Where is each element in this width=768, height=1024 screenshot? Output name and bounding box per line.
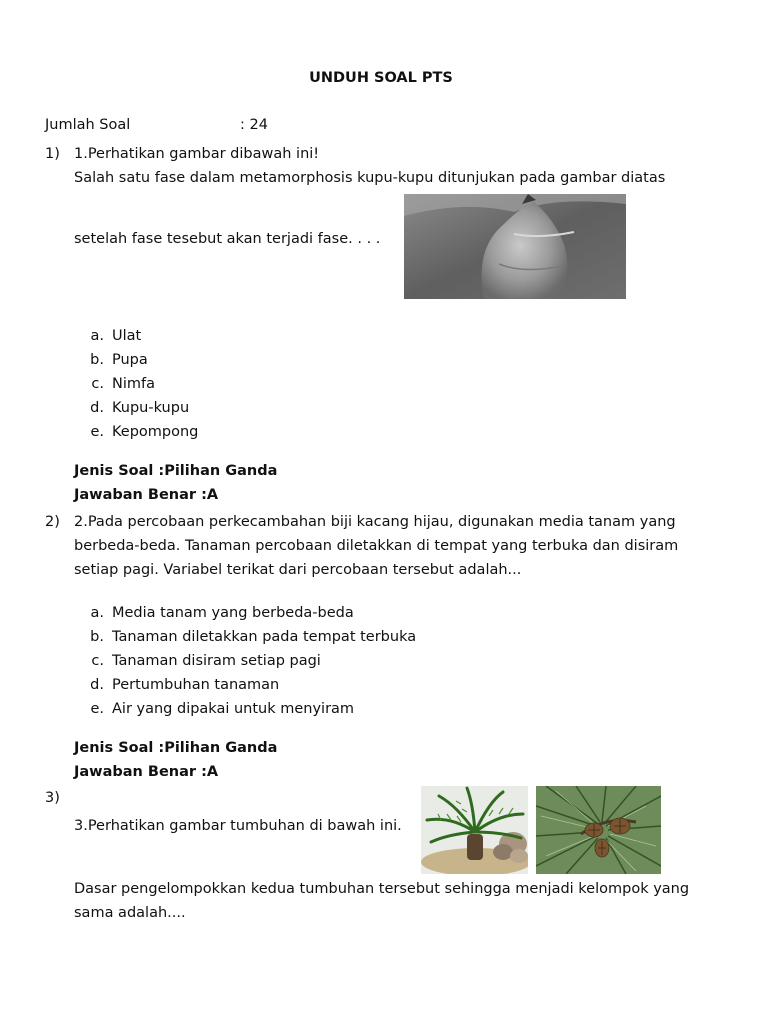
question-3-number: 3) <box>45 790 60 806</box>
option-letter: d. <box>90 677 104 693</box>
option-letter: e. <box>90 701 104 717</box>
question-count-value: : 24 <box>240 117 268 133</box>
question-type: Jenis Soal :Pilihan Ganda <box>74 463 278 479</box>
option-letter: c. <box>91 376 104 392</box>
option-text: Pupa <box>112 352 148 368</box>
option-letter: e. <box>90 424 104 440</box>
question-2-number: 2) <box>45 514 60 530</box>
question-1-intro: 1.Perhatikan gambar dibawah ini! <box>74 146 320 162</box>
option-text: Tanaman diletakkan pada tempat terbuka <box>112 629 417 645</box>
question-3-text: Dasar pengelompokkan kedua tumbuhan tersebut sehingga menjadi kelompok yang sama adalah.... <box>74 881 690 921</box>
correct-answer: Jawaban Benar :A <box>74 487 219 503</box>
option-text: Ulat <box>112 328 142 344</box>
question-2-text: 2.Pada percobaan perkecambahan biji kacang hijau, digunakan media tanam yang berbeda-beda. Tanaman percobaan diletakkan di tempat yang terbuka dan disiram setiap pagi. Variabel terikat dari percobaan tersebut adalah... <box>74 514 679 578</box>
option-text: Nimfa <box>112 376 155 392</box>
option-letter: b. <box>90 352 104 368</box>
pine-cone-image <box>536 786 661 874</box>
chrysalis-image <box>404 194 626 299</box>
question-1-number: 1) <box>45 146 60 162</box>
option-text: Kupu-kupu <box>112 400 190 416</box>
option-text: Tanaman disiram setiap pagi <box>112 653 321 669</box>
question-1-text: Salah satu fase dalam metamorphosis kupu-kupu ditunjukan pada gambar diatas <box>74 170 666 186</box>
option-letter: a. <box>90 328 104 344</box>
question-3-intro: 3.Perhatikan gambar tumbuhan di bawah ini. <box>74 818 402 834</box>
question-count-label: Jumlah Soal <box>45 117 131 133</box>
correct-answer: Jawaban Benar :A <box>74 764 219 780</box>
option-letter: a. <box>90 605 104 621</box>
option-text: Media tanam yang berbeda-beda <box>112 605 354 621</box>
question-type: Jenis Soal :Pilihan Ganda <box>74 740 278 756</box>
cycad-plant-image <box>421 786 528 874</box>
question-1-prompt: setelah fase tesebut akan terjadi fase. . . . <box>74 231 381 247</box>
option-letter: b. <box>90 629 104 645</box>
option-text: Pertumbuhan tanaman <box>112 677 280 693</box>
option-text: Air yang dipakai untuk menyiram <box>112 701 355 717</box>
option-letter: d. <box>90 400 104 416</box>
option-letter: c. <box>91 653 104 669</box>
option-text: Kepompong <box>112 424 199 440</box>
document-title: UNDUH SOAL PTS <box>309 70 453 86</box>
